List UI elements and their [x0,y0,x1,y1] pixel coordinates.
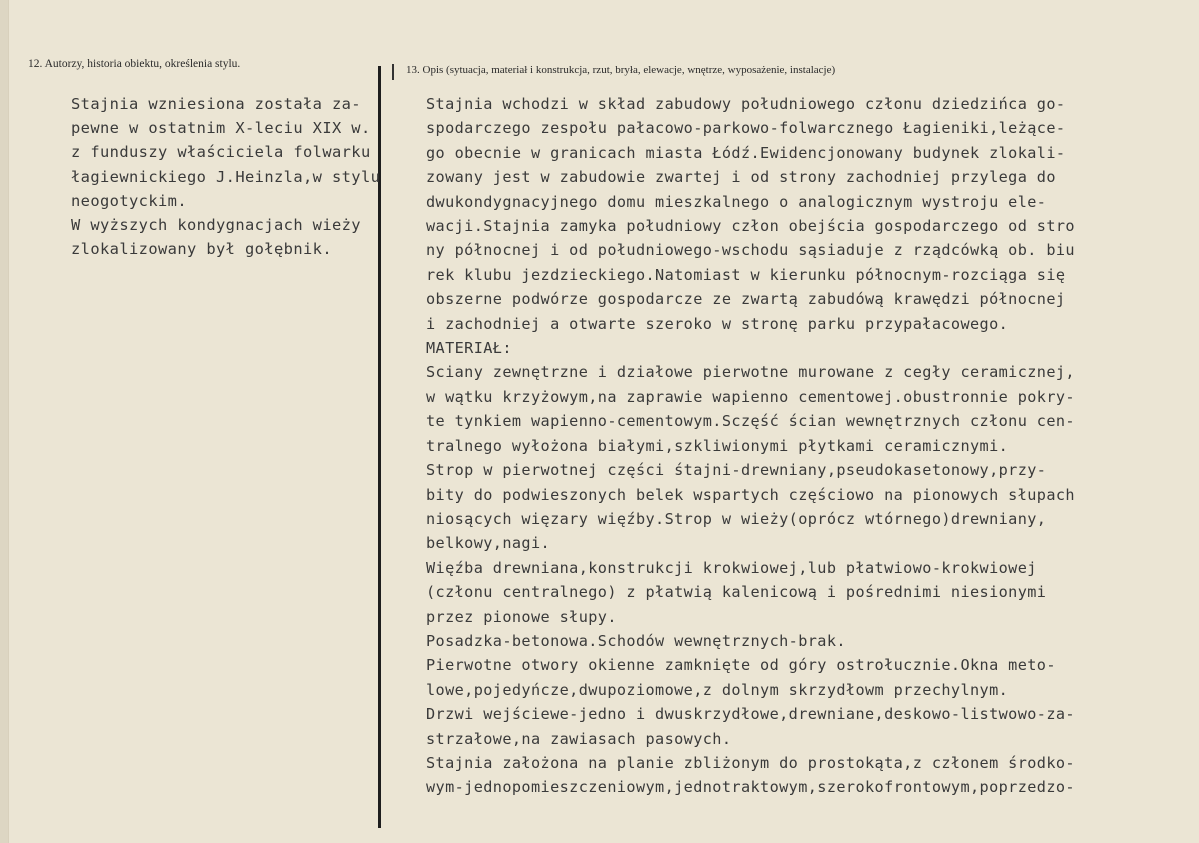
section-13-line: tralnego wyłożona białymi,szkliwionymi płytkami ceramicznymi. [426,436,1009,455]
sheet-edge [0,0,8,843]
section-13-line: (członu centralnego) z płatwią kalenicową i pośrednimi niesionymi [426,583,1047,602]
section-13-line: wacji.Stajnia zamyka południowy człon obejścia gospodarczego od stro [426,217,1075,236]
section-13-line: wym-jednopomieszczeniowym,jednotraktowym,szerokofrontowym,poprzedzo- [426,778,1075,797]
section-12-line: pewne w ostatnim X-leciu XIX w. [71,119,371,138]
section-13-line: Więźba drewniana,konstrukcji krokwiowej,lub płatwiowo-krokwiowej [426,558,1037,577]
section-12-line: neogotyckim. [71,191,187,210]
section-13-line: Pierwotne otwory okienne zamknięte od góry ostrołucznie.Okna meto- [426,656,1056,675]
section-12-line: Stajnia wzniesiona została za- [71,95,361,113]
section-13-line: rek klubu jezdzieckiego.Natomiast w kierunku północnym-rozciąga się [426,265,1066,284]
section-12-line: z funduszy właściciela folwarku [71,143,371,162]
section-13-line: belkowy,nagi. [426,534,551,553]
section-13-line: Sciany zewnętrzne i działowe pierwotne murowane z cegły ceramicznej, [426,363,1075,382]
section-13-line: MATERIAŁ: [426,339,512,358]
section-13-line: Drzwi wejściewe-jedno i dwuskrzydłowe,drewniane,deskowo-listwowo-za- [426,705,1075,724]
section-13-line: dwukondygnacyjnego domu mieszkalnego o analogicznym wystroju ele- [426,192,1047,211]
section-13-line: niosących więzary więźby.Strop w wieży(oprócz wtórnego)drewniany, [426,509,1047,528]
section-12-text [71,92,401,261]
section-13-line: Stajnia założona na planie zbliżonym do prostokąta,z członem środko- [426,753,1075,772]
section-13-line: Posadzka-betonowa.Schodów wewnętrznych-brak. [426,631,846,650]
section-13-header: 13. Opis (sytuacja, materiał i konstrukcja, rzut, bryła, elewacje, wnętrze, wyposażenie, instalacje) [406,64,836,76]
section-13-line: go obecnie w granicach miasta Łódź.Ewidencjonowany budynek zlokali- [426,143,1066,162]
column-divider-tick [392,64,394,80]
section-13-line: te tynkiem wapienno-cementowym.Sczęść ścian wewnętrznych członu cen- [426,412,1075,431]
section-12-line: W wyższych kondygnacjach wieży [71,216,361,235]
section-13-line: lowe,pojedyńcze,dwupoziomowe,z dolnym skrzydłowm przechylnym. [426,680,1009,699]
section-13-line: ny północnej i od południowego-wschodu sąsiaduje z rządcówką ob. biu [426,241,1075,260]
section-13-line: przez pionowe słupy. [426,607,617,626]
section-13-line: i zachodniej a otwarte szeroko w stronę parku przypałacowego. [426,314,1009,333]
section-12-line: łagiewnickiego J.Heinzla,w stylu [71,167,381,186]
section-13-line: strzałowe,na zawiasach pasowych. [426,729,732,748]
section-13-line: Stajnia wchodzi w skład zabudowy południowego członu dziedzińca go- [426,95,1066,113]
section-13-line: Strop w pierwotnej części śtajni-drewniany,pseudokasetonowy,przy- [426,461,1047,480]
section-12-line: zlokalizowany był gołębnik. [71,240,332,259]
section-13-line: spodarczego zespołu pałacowo-parkowo-folwarcznego Łagieniki,leżące- [426,119,1066,138]
section-13-text [426,92,1186,800]
section-13-line: zowany jest w zabudowie zwartej i od strony zachodniej przylega do [426,168,1056,187]
section-12-header: 12. Autorzy, historia obiektu, określenia stylu. [28,58,241,70]
section-13-line: bity do podwieszonych belek wspartych częściowo na pionowych słupach [426,485,1075,504]
section-13-line: w wątku krzyżowym,na zaprawie wapienno cementowej.obustronnie pokry- [426,387,1075,406]
section-13-line: obszerne podwórze gospodarcze ze zwartą zabudówą krawędzi północnej [426,290,1066,309]
